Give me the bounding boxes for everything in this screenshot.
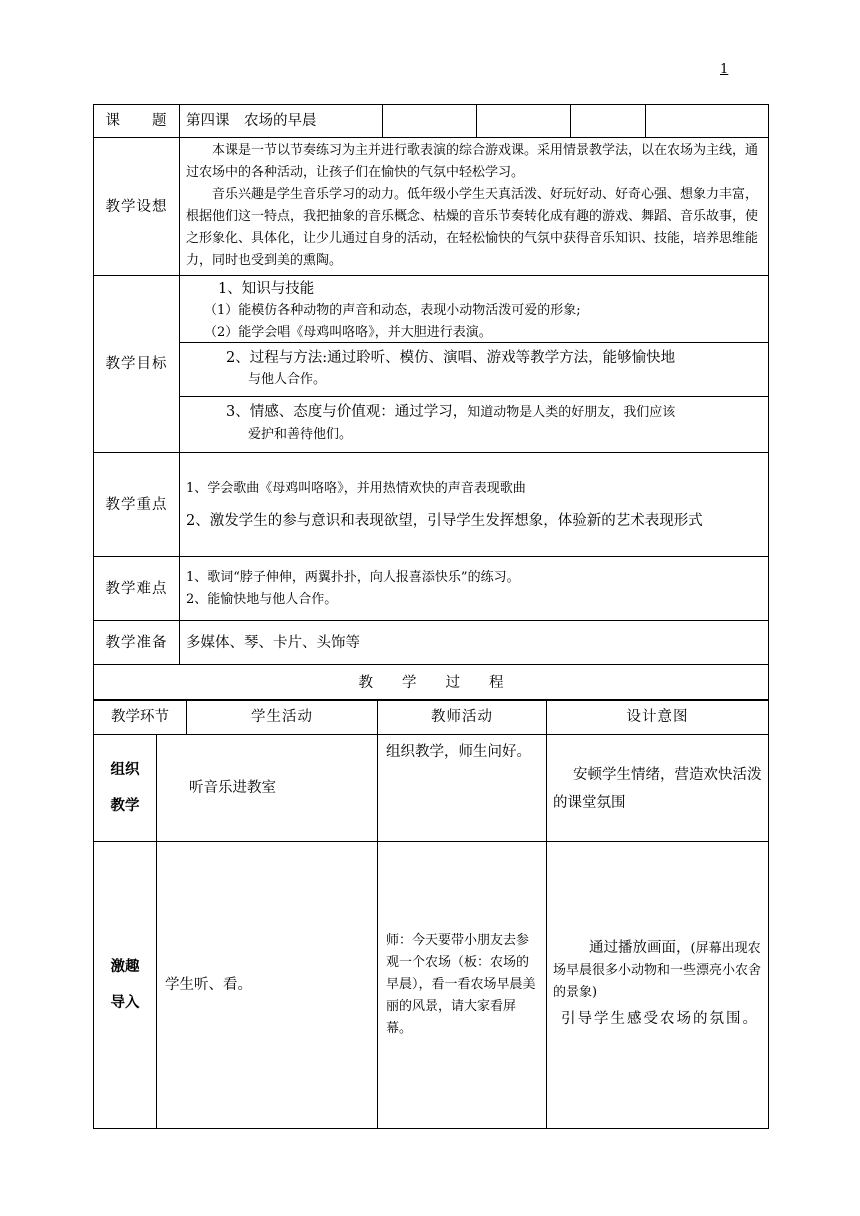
empty-cell	[383, 105, 477, 138]
difficulty-item: 2、能愉快地与他人合作。	[186, 591, 338, 607]
difficulties-label: 教学难点	[94, 557, 180, 621]
stage-name: 导入	[110, 994, 140, 1011]
student-activity: 听音乐进教室	[157, 735, 378, 842]
difficulty-item: 1、歌词“脖子伸伸，两翼扑扑，向人报喜添快乐”的练习。	[186, 569, 520, 585]
design-content	[180, 138, 769, 276]
goal-1-item: （2）能学会唱《母鸡叫咯咯》，并大胆进行表演。	[204, 325, 492, 340]
empty-cell	[477, 105, 571, 138]
intent-tail: 引导学生感受农场的氛围。	[561, 1010, 759, 1027]
stage-cell	[94, 735, 157, 842]
key-point: 2、激发学生的参与意识和表现欲望，引导学生发挥想象，体验新的艺术表现形式	[186, 512, 703, 529]
topic-label: 课 题	[94, 105, 180, 138]
goals-content	[180, 276, 769, 453]
col-teacher: 教师活动	[378, 700, 547, 735]
intent-lead: 通过播放画面，	[589, 939, 691, 956]
goal-2-text: 2、过程与方法:通过聆听、模仿、演唱、游戏等教学方法，能够愉快地	[226, 350, 676, 366]
empty-cell	[571, 105, 646, 138]
col-stage: 教学环节	[94, 700, 187, 735]
design-label: 教学设想	[94, 138, 180, 276]
key-points-content	[180, 453, 769, 557]
goal-2-text: 与他人合作。	[248, 372, 327, 387]
goals-label: 教学目标	[94, 276, 180, 453]
preparation-label: 教学准备	[94, 621, 180, 665]
goal-3-text: 爱护和善待他们。	[248, 427, 353, 442]
stage-name: 教学	[110, 797, 140, 814]
goal-1-item: （1）能模仿各种动物的声音和动态，表现小动物活泼可爱的形象;	[204, 303, 581, 318]
page-number: 1	[720, 62, 729, 77]
preparation-content: 多媒体、琴、卡片、头饰等	[180, 621, 769, 665]
key-points-label: 教学重点	[94, 453, 180, 557]
lesson-title: 第四课 农场的早晨	[180, 105, 383, 138]
empty-cell	[646, 105, 769, 138]
goal-1-title: 1、知识与技能	[218, 281, 315, 297]
stage-cell	[94, 842, 157, 1129]
key-point: 1、学会歌曲《母鸡叫咯咯》，并用热情欢快的声音表现歌曲	[186, 480, 526, 496]
goal-3-text: 知道动物是人类的好朋友，我们应该	[467, 405, 676, 420]
design-intent	[547, 842, 769, 1129]
stage-name: 激趣	[110, 958, 140, 975]
col-intent: 设计意图	[547, 700, 769, 735]
col-student: 学生活动	[187, 700, 378, 735]
lesson-info-table	[93, 104, 769, 701]
difficulties-content	[180, 557, 769, 621]
process-title: 教 学 过 程	[94, 665, 769, 701]
intent-note: (屏幕出现农场早晨很多小动物和一些漂亮小农舍的景象)	[553, 940, 762, 1000]
process-table	[93, 699, 769, 1129]
stage-name: 组织	[110, 761, 140, 778]
design-paragraph: 本课是一节以节奏练习为主并进行歌表演的综合游戏课。采用情景教学法，以在农场为主线，通过农场中的各种活动，让孩子们在愉快的气氛中轻松学习。	[186, 143, 759, 180]
goal-3-head: 3、情感、态度与价值观：通过学习，	[226, 404, 468, 420]
student-activity: 学生听、看。	[157, 842, 378, 1129]
design-paragraph: 音乐兴趣是学生音乐学习的动力。低年级小学生天真活泼、好玩好动、好奇心强、想象力丰富，根据他们这一特点，我把抽象的音乐概念、枯燥的音乐节奏转化成有趣的游戏、舞蹈、音乐故事，使之形象化、具体化，让少儿通过自身的活动，在轻松愉快的气氛中获得音乐知识、技能，培养思维能力，同时也受到美的熏陶。	[186, 187, 759, 268]
teacher-activity: 师：今天要带小朋友去参观一个农场（板：农场的早晨），看一看农场早晨美丽的风景，请大家看屏幕。	[378, 842, 547, 1129]
design-intent: 安顿学生情绪，营造欢快活泼的课堂氛围	[547, 735, 769, 842]
teacher-activity: 组织教学，师生问好。	[378, 735, 547, 842]
